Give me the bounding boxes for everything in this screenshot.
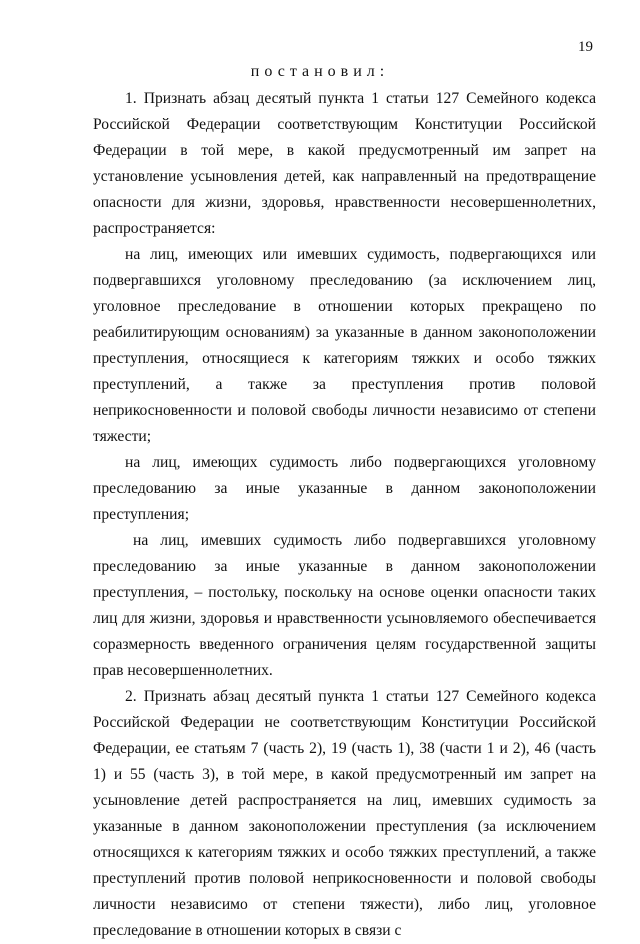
document-body bbox=[93, 86, 596, 944]
paragraph-2: на лиц, имеющих или имевших судимость, подвергающихся или подвергавшихся уголовному преследованию (за исключением лиц, уголовное преследование в отношении которых прекращено по реабилитирующим основаниям) за указанные в данном законоположении преступления, относящиеся к категориям тяжких и особо тяжких преступлений, а также за преступления против половой неприкосновенности и половой свободы личности независимо от степени тяжести; bbox=[93, 246, 596, 445]
page-number: 19 bbox=[578, 39, 593, 55]
resolution-heading: постановил: bbox=[250, 63, 390, 80]
paragraph-3: на лиц, имеющих судимость либо подвергающихся уголовному преследованию за иные указанные в данном законоположении преступления; bbox=[93, 454, 596, 523]
paragraph-5: 2. Признать абзац десятый пункта 1 статьи 127 Семейного кодекса Российской Федерации не соответствующим Конституции Российской Федерации, ее статьям 7 (часть 2), 19 (часть 1), 38 (части 1 и 2), 46 (часть 1) и 55 (часть 3), в той мере, в какой предусмотренный им запрет на усыновление детей распространяется на лиц, имевших судимость за указанные в данном законоположении преступления (за исключением относящихся к категориям тяжких и особо тяжких преступлений, а также преступлений против половой неприкосновенности и половой свободы личности независимо от степени тяжести), либо лиц, уголовное преследование в отношении которых в связи с bbox=[93, 688, 596, 939]
paragraph-1: 1. Признать абзац десятый пункта 1 статьи 127 Семейного кодекса Российской Федерации соответствующим Конституции Российской Федерации в той мере, в какой предусмотренный им запрет на установление усыновления детей, как направленный на предотвращение опасности для жизни, здоровья, нравственности несовершеннолетних, распространяется: bbox=[93, 90, 596, 237]
paragraph-4: на лиц, имевших судимость либо подвергавшихся уголовному преследованию за иные указанные в данном законоположении преступления, – постольку, поскольку на основе оценки опасности таких лиц для жизни, здоровья и нравственности усыновляемого обеспечивается соразмерность введенного ограничения целям государственной защиты прав несовершеннолетних. bbox=[93, 532, 596, 679]
